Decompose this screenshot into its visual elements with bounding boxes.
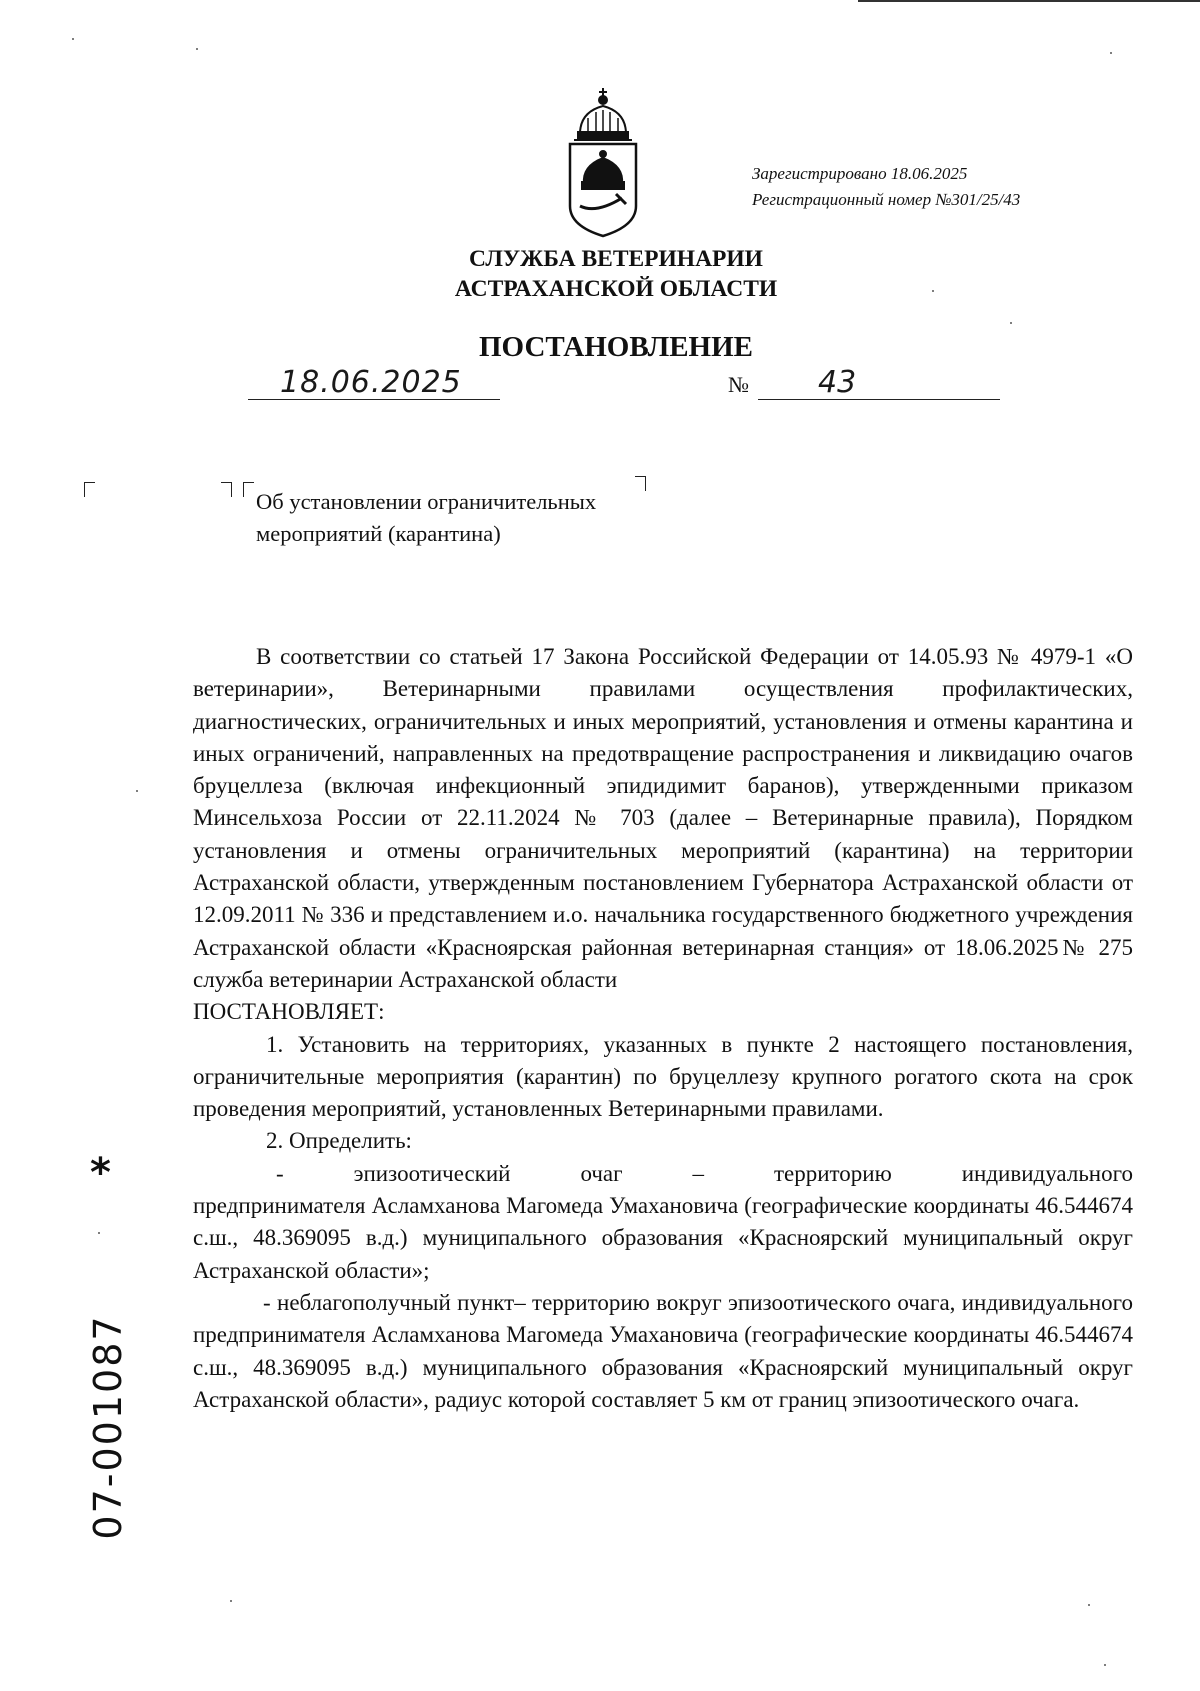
handwritten-date: 18.06.2025 — [280, 365, 462, 400]
scan-speck — [98, 1232, 100, 1234]
coat-of-arms-emblem — [566, 86, 640, 238]
organization-line-2: АСТРАХАНСКОЙ ОБЛАСТИ — [454, 276, 778, 302]
dash-word: – — [692, 1160, 705, 1186]
scan-speck — [136, 790, 138, 792]
left-margin-bracket — [84, 482, 95, 497]
preamble-paragraph: В соответствии со статьей 17 Закона Российской Федерации от 14.05.93 № 4979-1 «О ветеринарии», Ветеринарными правилами осуществления профилактических, диагностических, ограничительных и иных мероприятий, установления и отмены карантина и иных ограничений, направленных на предотвращение распространения и ликвидацию очагов бруцеллеза (включая инфекционный эпидидимит баранов), утвержденными приказом Минсельхоза России от 22.11.2024 № 703 (далее – Ветеринарные правила), Порядком установления и отмены ограничительных мероприятий (карантина) на территории Астраханской области, утвержденным постановлением Губернатора Астраханской области от 12.09.2011 № 336 и представлением и.о. начальника государственного бюджетного учреждения Астраханской области «Красноярская районная ветеринарная станция» от 18.06.2025№ 275 служба ветеринарии Астраханской области — [193, 644, 1133, 992]
scan-speck — [196, 48, 198, 50]
subject-bracket-open — [243, 482, 254, 497]
organization-name — [0, 244, 1200, 304]
organization-line-1: СЛУЖБА ВЕТЕРИНАРИИ — [469, 246, 763, 272]
dash-word: индивидуального — [961, 1160, 1133, 1186]
scan-speck — [230, 1600, 232, 1602]
subject-bracket-close-left — [221, 482, 232, 497]
margin-asterisk-mark: * — [90, 1150, 111, 1196]
dash-word: очаг — [580, 1160, 623, 1186]
dash-item-1-first-line — [193, 1158, 1133, 1190]
dash-word: территорию — [773, 1160, 892, 1186]
scan-speck — [932, 290, 934, 292]
dash-item-1-rest: предпринимателя Асламханова Магомеда Умахановича (географические координаты 46.544674 с.ш., 48.369095 в.д.) муниципального образования «Красноярский муниципальный округ Астраханской области»; — [193, 1193, 1133, 1283]
number-underline — [758, 399, 1000, 400]
margin-stamp-number: 07-001087 — [86, 1314, 130, 1540]
date-underline — [248, 399, 500, 400]
number-label: № — [728, 372, 749, 397]
document-body — [193, 641, 1133, 1416]
document-type-title: ПОСТАНОВЛЕНИЕ — [478, 331, 753, 363]
handwritten-number: 43 — [818, 365, 857, 400]
registration-date: Зарегистрировано 18.06.2025 — [752, 164, 968, 183]
registration-info — [752, 161, 1020, 213]
registration-number: Регистрационный номер №301/25/43 — [752, 190, 1021, 209]
margin-registration-stamp — [88, 1255, 128, 1595]
decree-word: ПОСТАНОВЛЯЕТ: — [193, 999, 385, 1025]
subject-bracket-close — [635, 476, 646, 491]
document-subject — [256, 486, 596, 550]
scan-edge-line — [858, 0, 1200, 2]
item-2-heading: 2. Определить: — [266, 1128, 412, 1154]
subject-line-1: Об установлении ограничительных — [256, 489, 597, 514]
subject-line-2: мероприятий (карантина) — [256, 521, 501, 546]
dash-word: - — [276, 1160, 284, 1186]
scan-speck — [1104, 1664, 1106, 1666]
dash-item-2-paragraph: - неблагополучный пункт– территорию вокруг эпизоотического очага, индивидуального предпринимателя Асламханова Магомеда Умахановича (географические координаты 46.544674 с.ш., 48.369095 в.д.) муниципального образования «Красноярский муниципальный округ Астраханской области», радиус которой составляет 5 км от границ эпизоотического очага. — [193, 1289, 1133, 1412]
item-1-paragraph: 1. Установить на территориях, указанных в пункте 2 настоящего постановления, ограничительные мероприятия (карантин) по бруцеллезу крупного рогатого скота на срок проведения мероприятий, установленных Ветеринарными правилами. — [193, 1031, 1133, 1122]
dash-word: эпизоотический — [353, 1160, 511, 1186]
scan-speck — [1010, 322, 1012, 324]
scan-speck — [1088, 1604, 1090, 1606]
scan-speck — [1110, 52, 1112, 54]
scan-speck — [72, 38, 74, 40]
